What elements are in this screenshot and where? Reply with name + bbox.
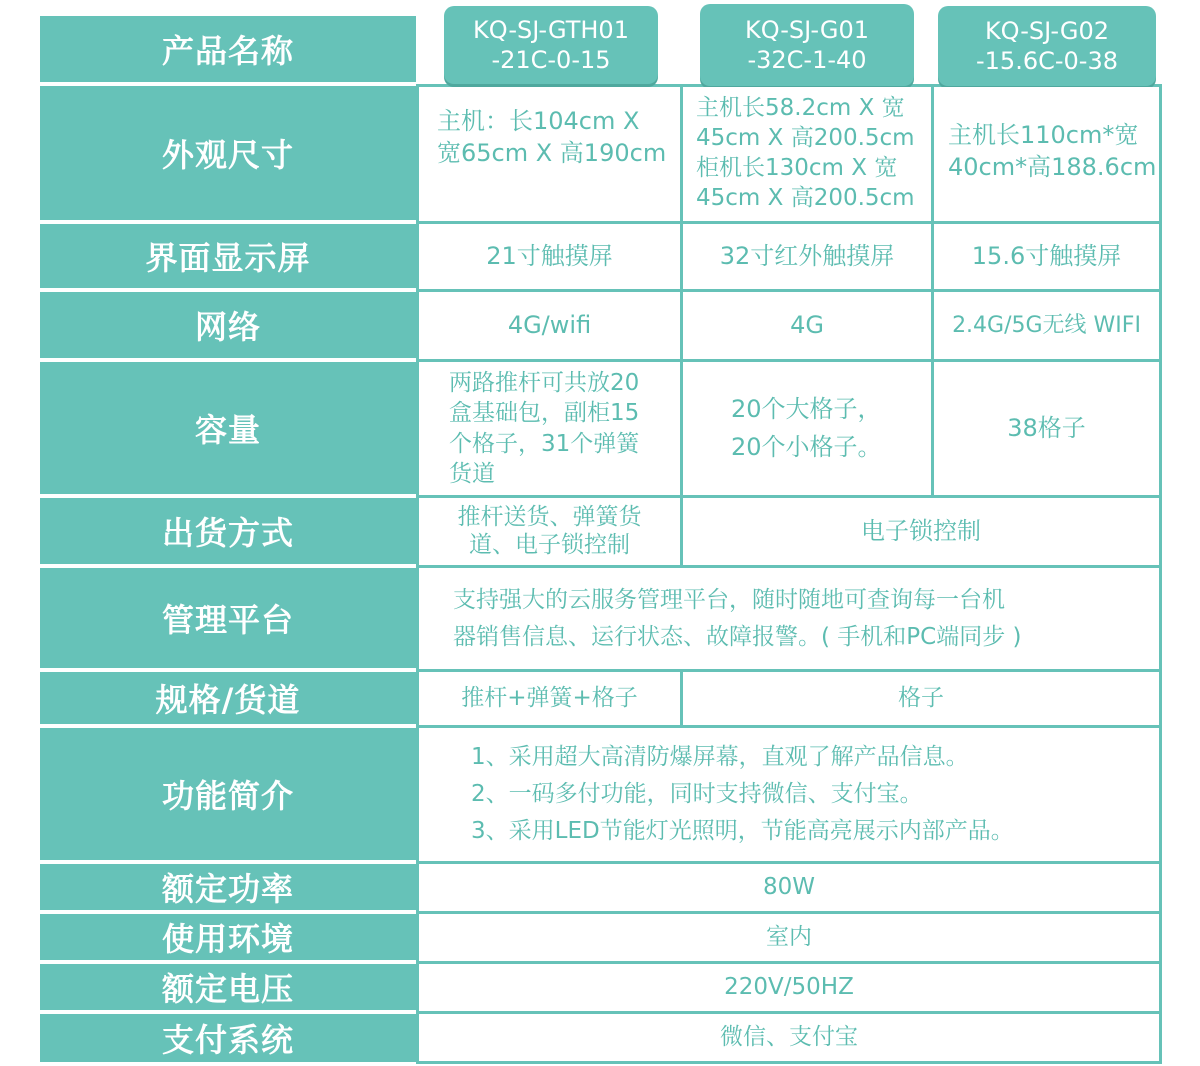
- model-tab-1: KQ-SJ-GTH01 -21C-0-15: [444, 6, 658, 84]
- row-header-platform: 管理平台: [40, 568, 416, 668]
- delivery-model-2-3: 电子锁控制: [683, 498, 1159, 565]
- network-model-3: 2.4G/5G无线 WIFI: [934, 292, 1159, 359]
- feature-item: 3、采用LED节能灯光照明，节能高亮展示内部产品。: [471, 817, 1014, 844]
- environment-value: 室内: [419, 914, 1159, 961]
- spec-model-2-3: 格子: [683, 672, 1159, 725]
- row-header-spec: 规格/货道: [40, 672, 416, 724]
- row-header-delivery: 出货方式: [40, 498, 416, 564]
- row-header-product-name: 产品名称: [40, 16, 416, 82]
- capacity-model-2: 20个大格子， 20个小格子。: [683, 362, 931, 495]
- feature-item: 2、一码多付功能，同时支持微信、支付宝。: [471, 781, 923, 808]
- model-tab-3: KQ-SJ-G02 -15.6C-0-38: [938, 6, 1156, 86]
- display-model-3: 15.6寸触摸屏: [934, 224, 1159, 289]
- capacity-model-3: 38格子: [934, 362, 1159, 495]
- row-header-network: 网络: [40, 292, 416, 358]
- dimensions-model-2: 主机长58.2cm X 宽 45cm X 高200.5cm 柜机长130cm X 宽 45cm X 高200.5cm: [683, 87, 931, 221]
- payment-value: 微信、支付宝: [419, 1014, 1159, 1061]
- delivery-model-1: 推杆送货、弹簧货 道、电子锁控制: [419, 498, 680, 565]
- display-model-1: 21寸触摸屏: [419, 224, 680, 289]
- row-header-capacity: 容量: [40, 362, 416, 494]
- row-header-power: 额定功率: [40, 864, 416, 910]
- platform-description: 支持强大的云服务管理平台，随时随地可查询每一台机 器销售信息、运行状态、故障报警。( 手机和PC端同步 ): [419, 568, 1159, 669]
- row-header-voltage: 额定电压: [40, 964, 416, 1010]
- row-header-dimensions: 外观尺寸: [40, 86, 416, 220]
- row-header-display: 界面显示屏: [40, 224, 416, 288]
- row-header-environment: 使用环境: [40, 914, 416, 960]
- dimensions-model-3: 主机长110cm*宽 40cm*高188.6cm: [934, 87, 1159, 221]
- display-model-2: 32寸红外触摸屏: [683, 224, 931, 289]
- power-value: 80W: [419, 864, 1159, 911]
- row-header-payment: 支付系统: [40, 1014, 416, 1062]
- capacity-model-1: 两路推杆可共放20 盒基础包，副柜15 个格子，31个弹簧 货道: [419, 362, 680, 495]
- network-model-2: 4G: [683, 292, 931, 359]
- model-tab-2: KQ-SJ-G01 -32C-1-40: [700, 4, 914, 86]
- dimensions-model-1: 主机：长104cm X 宽65cm X 高190cm: [419, 87, 680, 221]
- features-list: [419, 728, 1159, 861]
- network-model-1: 4G/wifi: [419, 292, 680, 359]
- feature-item: 1、采用超大高清防爆屏幕，直观了解产品信息。: [471, 744, 969, 771]
- spec-model-1: 推杆+弹簧+格子: [419, 672, 680, 725]
- voltage-value: 220V/50HZ: [419, 964, 1159, 1011]
- row-header-features: 功能简介: [40, 728, 416, 860]
